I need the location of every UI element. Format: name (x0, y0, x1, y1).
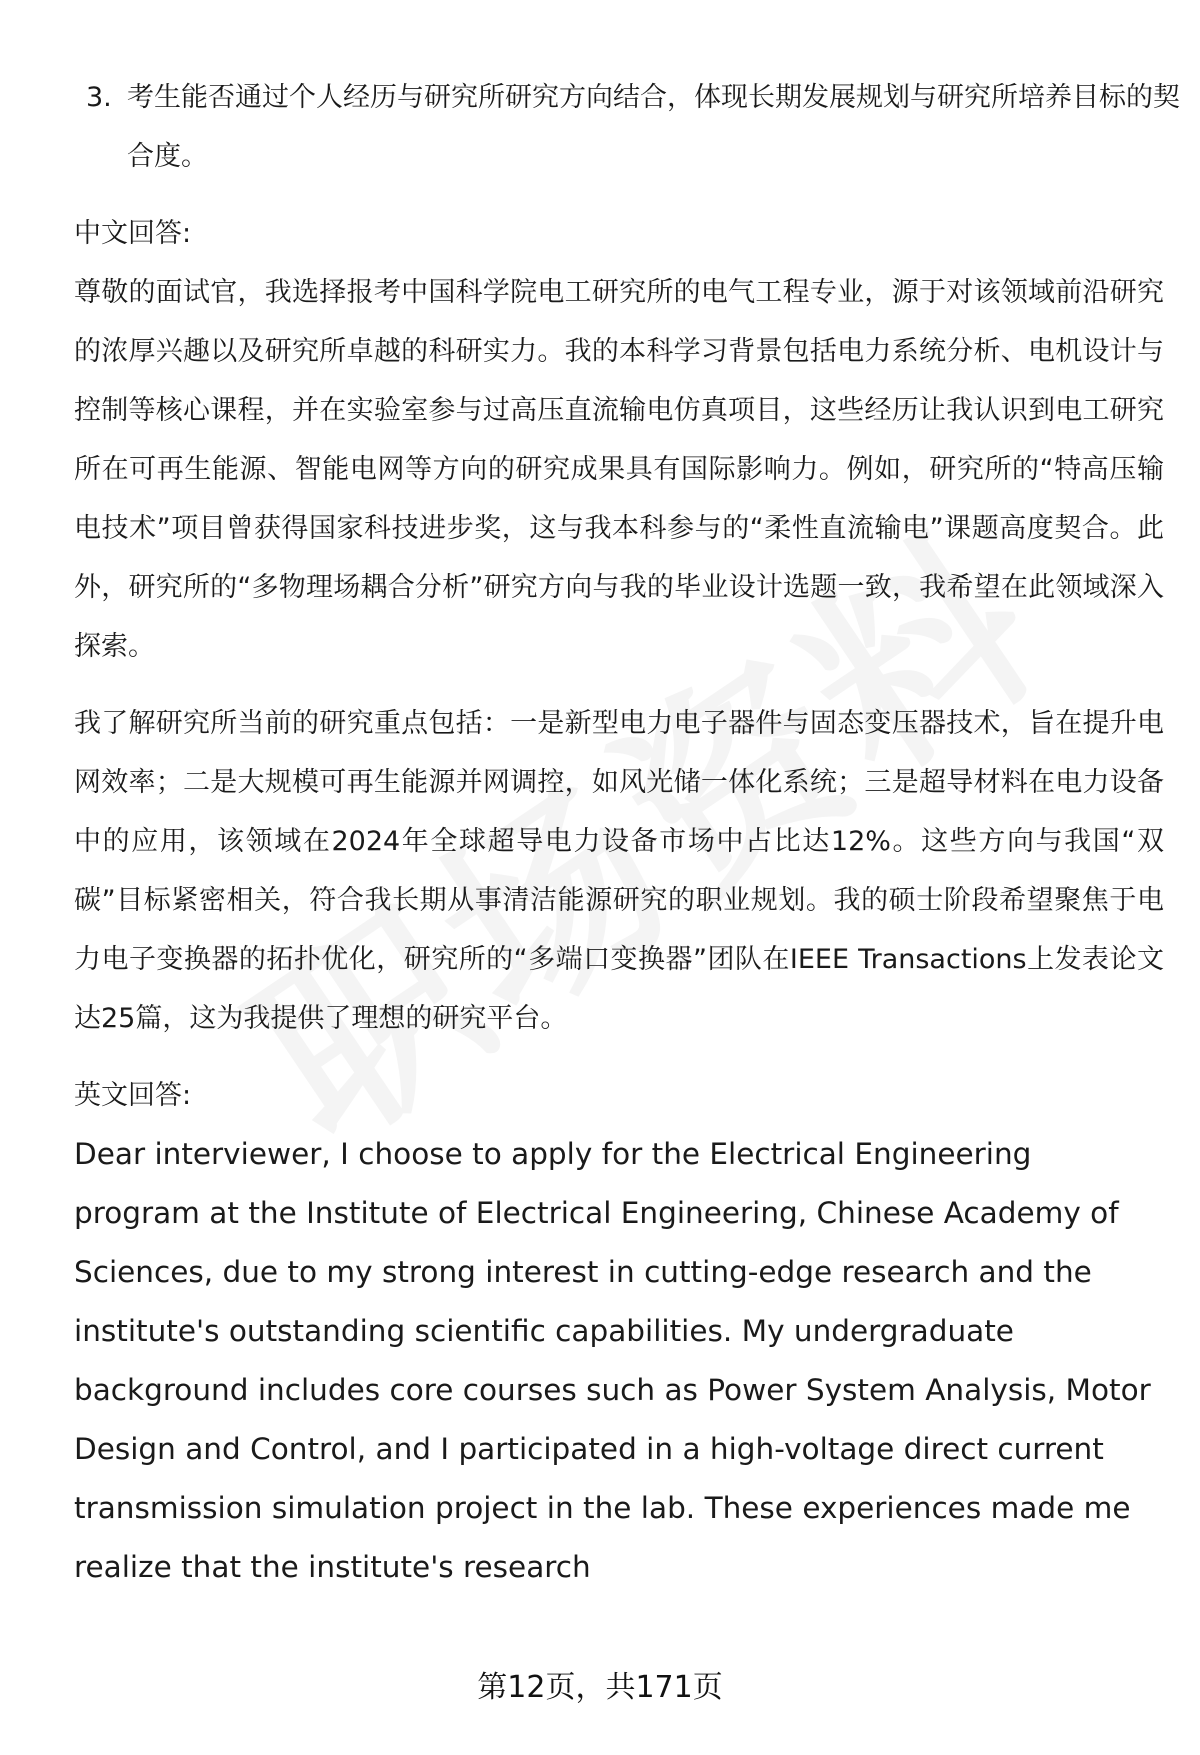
list-number: 3. (86, 82, 112, 113)
page-footer: 第12页，共171页 (477, 1670, 723, 1705)
chinese-paragraph-2: 我了解研究所当前的研究重点包括：一是新型电力电子器件与固态变压器技术，旨在提升电网效率；二是大规模可再生能源并网调控，如风光储一体化系统；三是超导材料在电力设备中的应用，该领域在2024年全球超导电力设备市场中占比达12%。这些方向与我国“双碳”目标紧密相关，符合我长期从事清洁能源研究的职业规划。我的硕士阶段希望聚焦于电力电子变换器的拓扑优化，研究所的“多端口变换器”团队在IEEE Transactions上发表论文达25篇，这为我提供了理想的研究平台。 (74, 708, 1164, 1034)
english-answer-heading: 英文回答: (74, 1080, 192, 1111)
list-item-3 (74, 68, 1197, 186)
list-item-text: 考生能否通过个人经历与研究所研究方向结合，体现长期发展规划与研究所培养目标的契合度。 (127, 82, 1180, 172)
english-paragraph: Dear interviewer, I choose to apply for the Electrical Engineering program at the Institute of Electrical Engineering, Chinese Academy of Sciences, due to my strong interest in cutting-edge research and the institute's outstanding scientific capabilities. My undergraduate background includes core courses such as Power System Analysis, Motor Design and Control, and I participated in a high-voltage direct current transmission simulation project in the lab. These experiences made me realize that the institute's research (74, 1137, 1151, 1584)
chinese-paragraph-1: 尊敬的面试官，我选择报考中国科学院电工研究所的电气工程专业，源于对该领域前沿研究的浓厚兴趣以及研究所卓越的科研实力。我的本科学习背景包括电力系统分析、电机设计与控制等核心课程，并在实验室参与过高压直流输电仿真项目，这些经历让我认识到电工研究所在可再生能源、智能电网等方向的研究成果具有国际影响力。例如，研究所的“特高压输电技术”项目曾获得国家科技进步奖，这与我本科参与的“柔性直流输电”课题高度契合。此外，研究所的“多物理场耦合分析”研究方向与我的毕业设计选题一致，我希望在此领域深入探索。 (74, 277, 1164, 662)
chinese-answer-heading: 中文回答: (74, 218, 192, 249)
page-content (74, 68, 1180, 1597)
